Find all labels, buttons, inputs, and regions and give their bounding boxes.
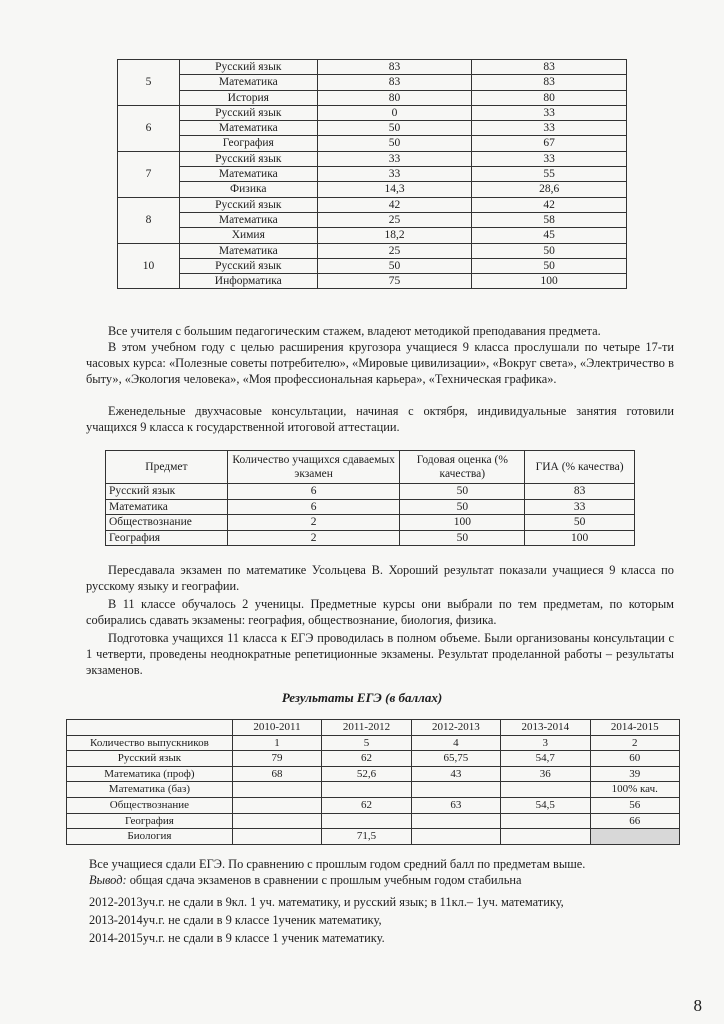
value-cell: 100 (400, 515, 525, 531)
subject-cell: Математика (179, 121, 317, 136)
value-cell: 4 (411, 735, 500, 751)
year-header: 2014-2015 (590, 720, 680, 736)
value-cell (232, 797, 321, 813)
vyvod-label: Вывод: (89, 873, 127, 887)
row-label-cell: Математика (проф) (67, 766, 233, 782)
value-cell (232, 782, 321, 798)
value-cell: 65,75 (411, 751, 500, 767)
value-cell: 33 (472, 105, 627, 120)
year-header: 2013-2014 (501, 720, 590, 736)
subject-cell: Математика (179, 212, 317, 227)
value-cell: 50 (400, 530, 525, 546)
table-row (118, 243, 627, 258)
subject-cell: Химия (179, 228, 317, 243)
table-row (67, 751, 680, 767)
grade-cell: 10 (118, 243, 180, 289)
value-cell: 50 (317, 121, 472, 136)
value-cell (322, 782, 411, 798)
gia-results-table (105, 450, 635, 546)
grade-cell: 7 (118, 151, 180, 197)
ege-results-caption: Результаты ЕГЭ (в баллах) (281, 690, 443, 705)
grade-cell: 5 (118, 60, 180, 106)
table-row (118, 151, 627, 166)
value-cell: 25 (317, 212, 472, 227)
conclusion-line-1: Все учащиеся сдали ЕГЭ. По сравнению с прошлым годом средний балл по предметам выше. (89, 857, 586, 871)
value-cell: 45 (472, 228, 627, 243)
value-cell (590, 829, 680, 845)
paragraph-retake: Пересдавала экзамен по математике Усольцева В. Хороший результат показали учащиеся 9 класса по русскому языку и географии. (86, 563, 674, 593)
value-cell: 67 (472, 136, 627, 151)
value-cell: 83 (525, 484, 635, 500)
row-label-cell: Биология (67, 829, 233, 845)
table-row (118, 75, 627, 90)
value-cell (501, 829, 590, 845)
header-gia: ГИА (% качества) (525, 451, 635, 484)
value-cell: 50 (472, 243, 627, 258)
header-annual-grade: Годовая оценка (% качества) (400, 451, 525, 484)
value-cell: 42 (472, 197, 627, 212)
value-cell: 83 (472, 60, 627, 75)
grades-results-table (117, 59, 627, 289)
value-cell: 33 (317, 167, 472, 182)
value-cell (232, 813, 321, 829)
table-row (118, 105, 627, 120)
value-cell: 56 (590, 797, 680, 813)
value-cell: 25 (317, 243, 472, 258)
value-cell (411, 829, 500, 845)
corner-cell (67, 720, 233, 736)
table-row (118, 136, 627, 151)
table-row (67, 829, 680, 845)
table-row (118, 197, 627, 212)
table-row (118, 60, 627, 75)
value-cell (232, 829, 321, 845)
value-cell: 50 (317, 258, 472, 273)
subject-cell: Русский язык (179, 105, 317, 120)
value-cell: 6 (227, 484, 400, 500)
subject-cell: Русский язык (179, 258, 317, 273)
value-cell: 63 (411, 797, 500, 813)
value-cell: 80 (472, 90, 627, 105)
value-cell: 100 (472, 274, 627, 289)
row-label-cell: Обществознание (67, 797, 233, 813)
table-row (118, 167, 627, 182)
value-cell: 54,5 (501, 797, 590, 813)
table-row (67, 813, 680, 829)
year-header: 2011-2012 (322, 720, 411, 736)
header-students-count: Количество учащихся сдаваемых экзамен (227, 451, 400, 484)
value-cell: 3 (501, 735, 590, 751)
value-cell: 36 (501, 766, 590, 782)
value-cell: 50 (525, 515, 635, 531)
table-row (106, 530, 635, 546)
value-cell: 100 (525, 530, 635, 546)
value-cell: 39 (590, 766, 680, 782)
value-cell: 42 (317, 197, 472, 212)
value-cell: 68 (232, 766, 321, 782)
table-row (118, 274, 627, 289)
value-cell: 54,7 (501, 751, 590, 767)
paragraph-grade11: В 11 классе обучалось 2 ученицы. Предметные курсы они выбрали по тем предметам, по которым собирались сдавать экзамены: география, обществознание, биология, физика. (86, 597, 674, 627)
value-cell: 71,5 (322, 829, 411, 845)
value-cell: 2 (227, 515, 400, 531)
table-row (67, 782, 680, 798)
value-cell (322, 813, 411, 829)
grade-cell: 8 (118, 197, 180, 243)
value-cell: 33 (472, 151, 627, 166)
row-label-cell: Русский язык (67, 751, 233, 767)
value-cell: 75 (317, 274, 472, 289)
subject-cell: Физика (179, 182, 317, 197)
row-label-cell: География (67, 813, 233, 829)
value-cell: 55 (472, 167, 627, 182)
paragraph-teachers: Все учителя с большим педагогическим стажем, владеют методикой преподавания предмета. (108, 324, 601, 338)
table-row (118, 90, 627, 105)
value-cell (501, 813, 590, 829)
value-cell: 1 (232, 735, 321, 751)
grade-cell: 6 (118, 105, 180, 151)
table-row (118, 258, 627, 273)
subject-cell: География (179, 136, 317, 151)
ege-results-table (66, 719, 680, 845)
value-cell: 33 (525, 499, 635, 515)
table-row (106, 484, 635, 500)
paragraph-consultations: Еженедельные двухчасовые консультации, начиная с октября, индивидуальные занятия готовили учащихся 9 класса к государственной итоговой аттестации. (86, 404, 674, 434)
value-cell: 83 (472, 75, 627, 90)
value-cell: 60 (590, 751, 680, 767)
subject-cell: Математика (106, 499, 228, 515)
header-subject: Предмет (106, 451, 228, 484)
table-row (118, 228, 627, 243)
subject-cell: Русский язык (179, 151, 317, 166)
value-cell: 5 (322, 735, 411, 751)
value-cell: 52,6 (322, 766, 411, 782)
value-cell: 83 (317, 75, 472, 90)
row-label-cell: Математика (баз) (67, 782, 233, 798)
subject-cell: Русский язык (179, 60, 317, 75)
value-cell: 50 (317, 136, 472, 151)
table-row (106, 499, 635, 515)
value-cell: 28,6 (472, 182, 627, 197)
conclusion-line-2 (89, 872, 522, 888)
value-cell: 58 (472, 212, 627, 227)
value-cell: 33 (317, 151, 472, 166)
value-cell: 62 (322, 751, 411, 767)
value-cell: 79 (232, 751, 321, 767)
paragraph-courses: В этом учебном году с целью расширения кругозора учащиеся 9 класса прослушали по четыре 17-ти часовых курса: «Полезные советы потребителю», «Мировые цивилизации», «Вокруг света», «Электричество в быту», «Экология человека», «Моя профессиональная карьера», «Техническая графика». (86, 340, 674, 386)
subject-cell: Русский язык (179, 197, 317, 212)
value-cell: 14,3 (317, 182, 472, 197)
table-row (118, 121, 627, 136)
page-number: 8 (693, 996, 702, 1015)
subject-cell: Обществознание (106, 515, 228, 531)
value-cell: 83 (317, 60, 472, 75)
conclusion-line-4: 2013-2014уч.г. не сдали в 9 классе 1ученик математику, (89, 913, 382, 927)
subject-cell: Русский язык (106, 484, 228, 500)
vyvod-text: общая сдача экзаменов в сравнении с прошлым учебным годом стабильна (126, 873, 522, 887)
value-cell: 50 (472, 258, 627, 273)
value-cell: 100% кач. (590, 782, 680, 798)
value-cell: 6 (227, 499, 400, 515)
table-row (118, 182, 627, 197)
table-row (67, 797, 680, 813)
value-cell: 50 (400, 499, 525, 515)
subject-cell: Математика (179, 167, 317, 182)
value-cell (411, 813, 500, 829)
row-label-cell: Количество выпускников (67, 735, 233, 751)
paragraph-ege-prep: Подготовка учащихся 11 класса к ЕГЭ проводилась в полном объеме. Были организованы консультации с 1 четверти, проведены неоднократные репетиционные экзамены. Результат проделанной работы – результаты экзаменов. (86, 631, 674, 677)
year-header: 2012-2013 (411, 720, 500, 736)
value-cell: 43 (411, 766, 500, 782)
table-row (106, 515, 635, 531)
table-row (67, 735, 680, 751)
value-cell: 2 (590, 735, 680, 751)
value-cell: 66 (590, 813, 680, 829)
value-cell: 33 (472, 121, 627, 136)
value-cell: 50 (400, 484, 525, 500)
table-row (118, 212, 627, 227)
table-row (67, 766, 680, 782)
value-cell: 80 (317, 90, 472, 105)
value-cell: 2 (227, 530, 400, 546)
value-cell: 0 (317, 105, 472, 120)
value-cell: 62 (322, 797, 411, 813)
year-header: 2010-2011 (232, 720, 321, 736)
subject-cell: Математика (179, 243, 317, 258)
conclusion-line-5: 2014-2015уч.г. не сдали в 9 классе 1 ученик математику. (89, 931, 385, 945)
conclusion-line-3: 2012-2013уч.г. не сдали в 9кл. 1 уч. математику, и русский язык; в 11кл.– 1уч. математику, (89, 895, 564, 909)
subject-cell: Математика (179, 75, 317, 90)
subject-cell: История (179, 90, 317, 105)
value-cell (501, 782, 590, 798)
subject-cell: География (106, 530, 228, 546)
value-cell (411, 782, 500, 798)
subject-cell: Информатика (179, 274, 317, 289)
value-cell: 18,2 (317, 228, 472, 243)
